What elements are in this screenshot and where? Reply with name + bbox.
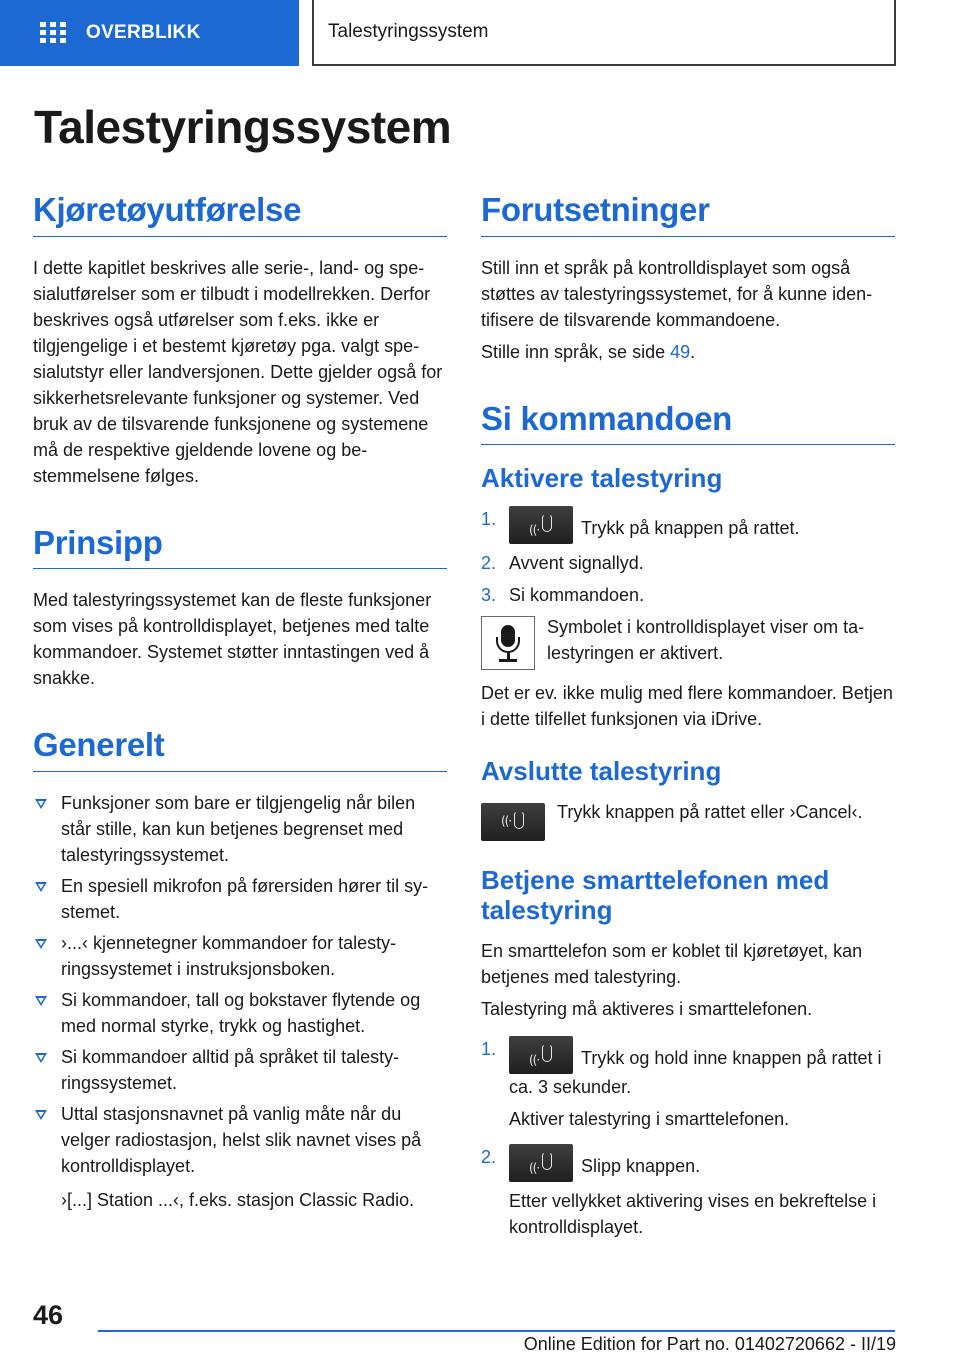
station-example: ›[...] Station ...‹, f.eks. stasjon Classic Radio. xyxy=(61,1189,415,1210)
heading-principle: Prinsipp xyxy=(33,523,447,570)
triangle-bullet-icon xyxy=(35,799,47,809)
triangle-bullet-icon xyxy=(35,996,47,1006)
overview-tab[interactable] xyxy=(0,0,299,66)
microphone-icon xyxy=(481,616,535,670)
prerequisites-text: Still inn et språk på kontrolldisplayet som også støttes av talestyringssystemet, for å kunne identifisere de tilsvarende kommandoene. xyxy=(481,257,873,330)
overview-tab-label: OVERBLIKK xyxy=(86,22,201,43)
list-item: Funksjoner som bare er tilgjengelig når bilen står stille, kan kun betjenes begrenset med talestyringssystemet. xyxy=(33,790,447,868)
heading-vehicle-equipment: Kjøretøyutførelse xyxy=(33,190,447,237)
activate-steps xyxy=(481,506,895,608)
page-header xyxy=(0,0,960,66)
triangle-bullet-icon xyxy=(35,939,47,949)
smartphone-text-2: Talestyring må aktiveres i smarttelefonen. xyxy=(481,998,813,1019)
triangle-bullet-icon xyxy=(35,882,47,892)
triangle-bullet-icon xyxy=(35,1053,47,1063)
list-item: En spesiell mikrofon på førersiden hører til systemet. xyxy=(33,873,447,925)
page-title: Talestyringssystem xyxy=(34,101,452,153)
list-item: 2. Avvent signallyd. xyxy=(481,552,644,573)
page-number: 46 xyxy=(33,1300,64,1330)
heading-general: Generelt xyxy=(33,725,447,772)
page-link-49[interactable]: 49 xyxy=(670,341,691,362)
microphone-symbol-note: Symbolet i kontrolldisplayet viser om talestyringen er aktivert. xyxy=(481,614,895,670)
language-setting-ref: Stille inn språk, se side 49. xyxy=(481,341,696,362)
heading-activate-voice-control: Aktivere talestyring xyxy=(481,463,723,494)
voice-button-icon: ((· xyxy=(509,1144,573,1182)
voice-button-icon: ((· xyxy=(481,803,545,841)
list-item: Si kommandoer, tall og bokstaver flytende og med normal styrke, trykk og hastighet. xyxy=(33,987,447,1039)
list-item: 1. ((· Trykk og hold inne knappen på rattet i ca. 3 sekunder. Aktiver talestyring i smarttelefonen. xyxy=(481,1036,895,1132)
list-item: Si kommandoer alltid på språket til talestyringssystemet. xyxy=(33,1044,447,1096)
heading-end-voice-control: Avslutte talestyring xyxy=(481,755,722,786)
voice-button-icon: ((· xyxy=(509,506,573,544)
smartphone-steps xyxy=(481,1036,895,1240)
right-column xyxy=(481,190,895,1246)
list-item: 1. ((· Trykk på knappen på rattet. xyxy=(481,506,895,544)
smartphone-text-1: En smarttelefon som er koblet til kjøretøyet, kan betjenes med talestyring. xyxy=(481,940,863,987)
edition-note: Online Edition for Part no. 01402720662 - II/19 xyxy=(523,1334,896,1354)
list-item: 2. ((· Slipp knappen. Etter vellykket aktivering vises en bekreftelse i kontrolldisplayet. xyxy=(481,1144,895,1240)
heading-smartphone-voice: Betjene smarttelefonen med talestyring xyxy=(481,864,830,926)
voice-button-icon: ((· xyxy=(509,1036,573,1074)
breadcrumb[interactable]: Talestyringssystem xyxy=(312,0,896,66)
general-bullet-list xyxy=(33,790,447,1213)
triangle-bullet-icon xyxy=(35,1110,47,1120)
list-item: ›...‹ kjennetegner kommandoer for talestyringssystemet i instruksjonsboken. xyxy=(33,930,447,982)
vehicle-equipment-text: I dette kapitlet beskrives alle serie-, land- og spesialutførelser som er tilbudt i modellrekken. Derfor beskrives også utførelser som f.eks. ikke er tilgjengelige i et bestemt kjøretøy pga. valgt spesialutstyr eller landversjonen. Dette gjelder også for sikkerhetsrelevante funksjoner og systemer. Ved bruk av de tilsvarende funksjonene og systemene må de respektive gjeldende lovene og bestemmelsene følges. xyxy=(33,257,443,486)
list-item: 3. Si kommandoen. xyxy=(481,584,645,605)
idrive-note: Det er ev. ikke mulig med flere kommandoer. Betjen i dette tilfellet funksjonen via iDrive. xyxy=(481,682,893,729)
list-item: Uttal stasjonsnavnet på vanlig måte når du velger radiostasjon, helst slik navnet vises på kontrolldisplayet. ›[...] Station ...‹, f.eks. stasjon Classic Radio. xyxy=(33,1101,447,1213)
heading-say-command: Si kommandoen xyxy=(481,399,895,446)
left-column xyxy=(33,190,447,1218)
end-voice-row: ((· Trykk knappen på rattet eller ›Cancel‹. xyxy=(481,799,895,841)
grid-icon xyxy=(40,22,66,44)
heading-prerequisites: Forutsetninger xyxy=(481,190,895,237)
footer-divider xyxy=(98,1330,895,1332)
principle-text: Med talestyringssystemet kan de fleste funksjoner som vises på kontrolldisplayet, betjenes med talte kommandoer. Systemet støtter inntastingen ved å snakke. xyxy=(33,590,432,689)
